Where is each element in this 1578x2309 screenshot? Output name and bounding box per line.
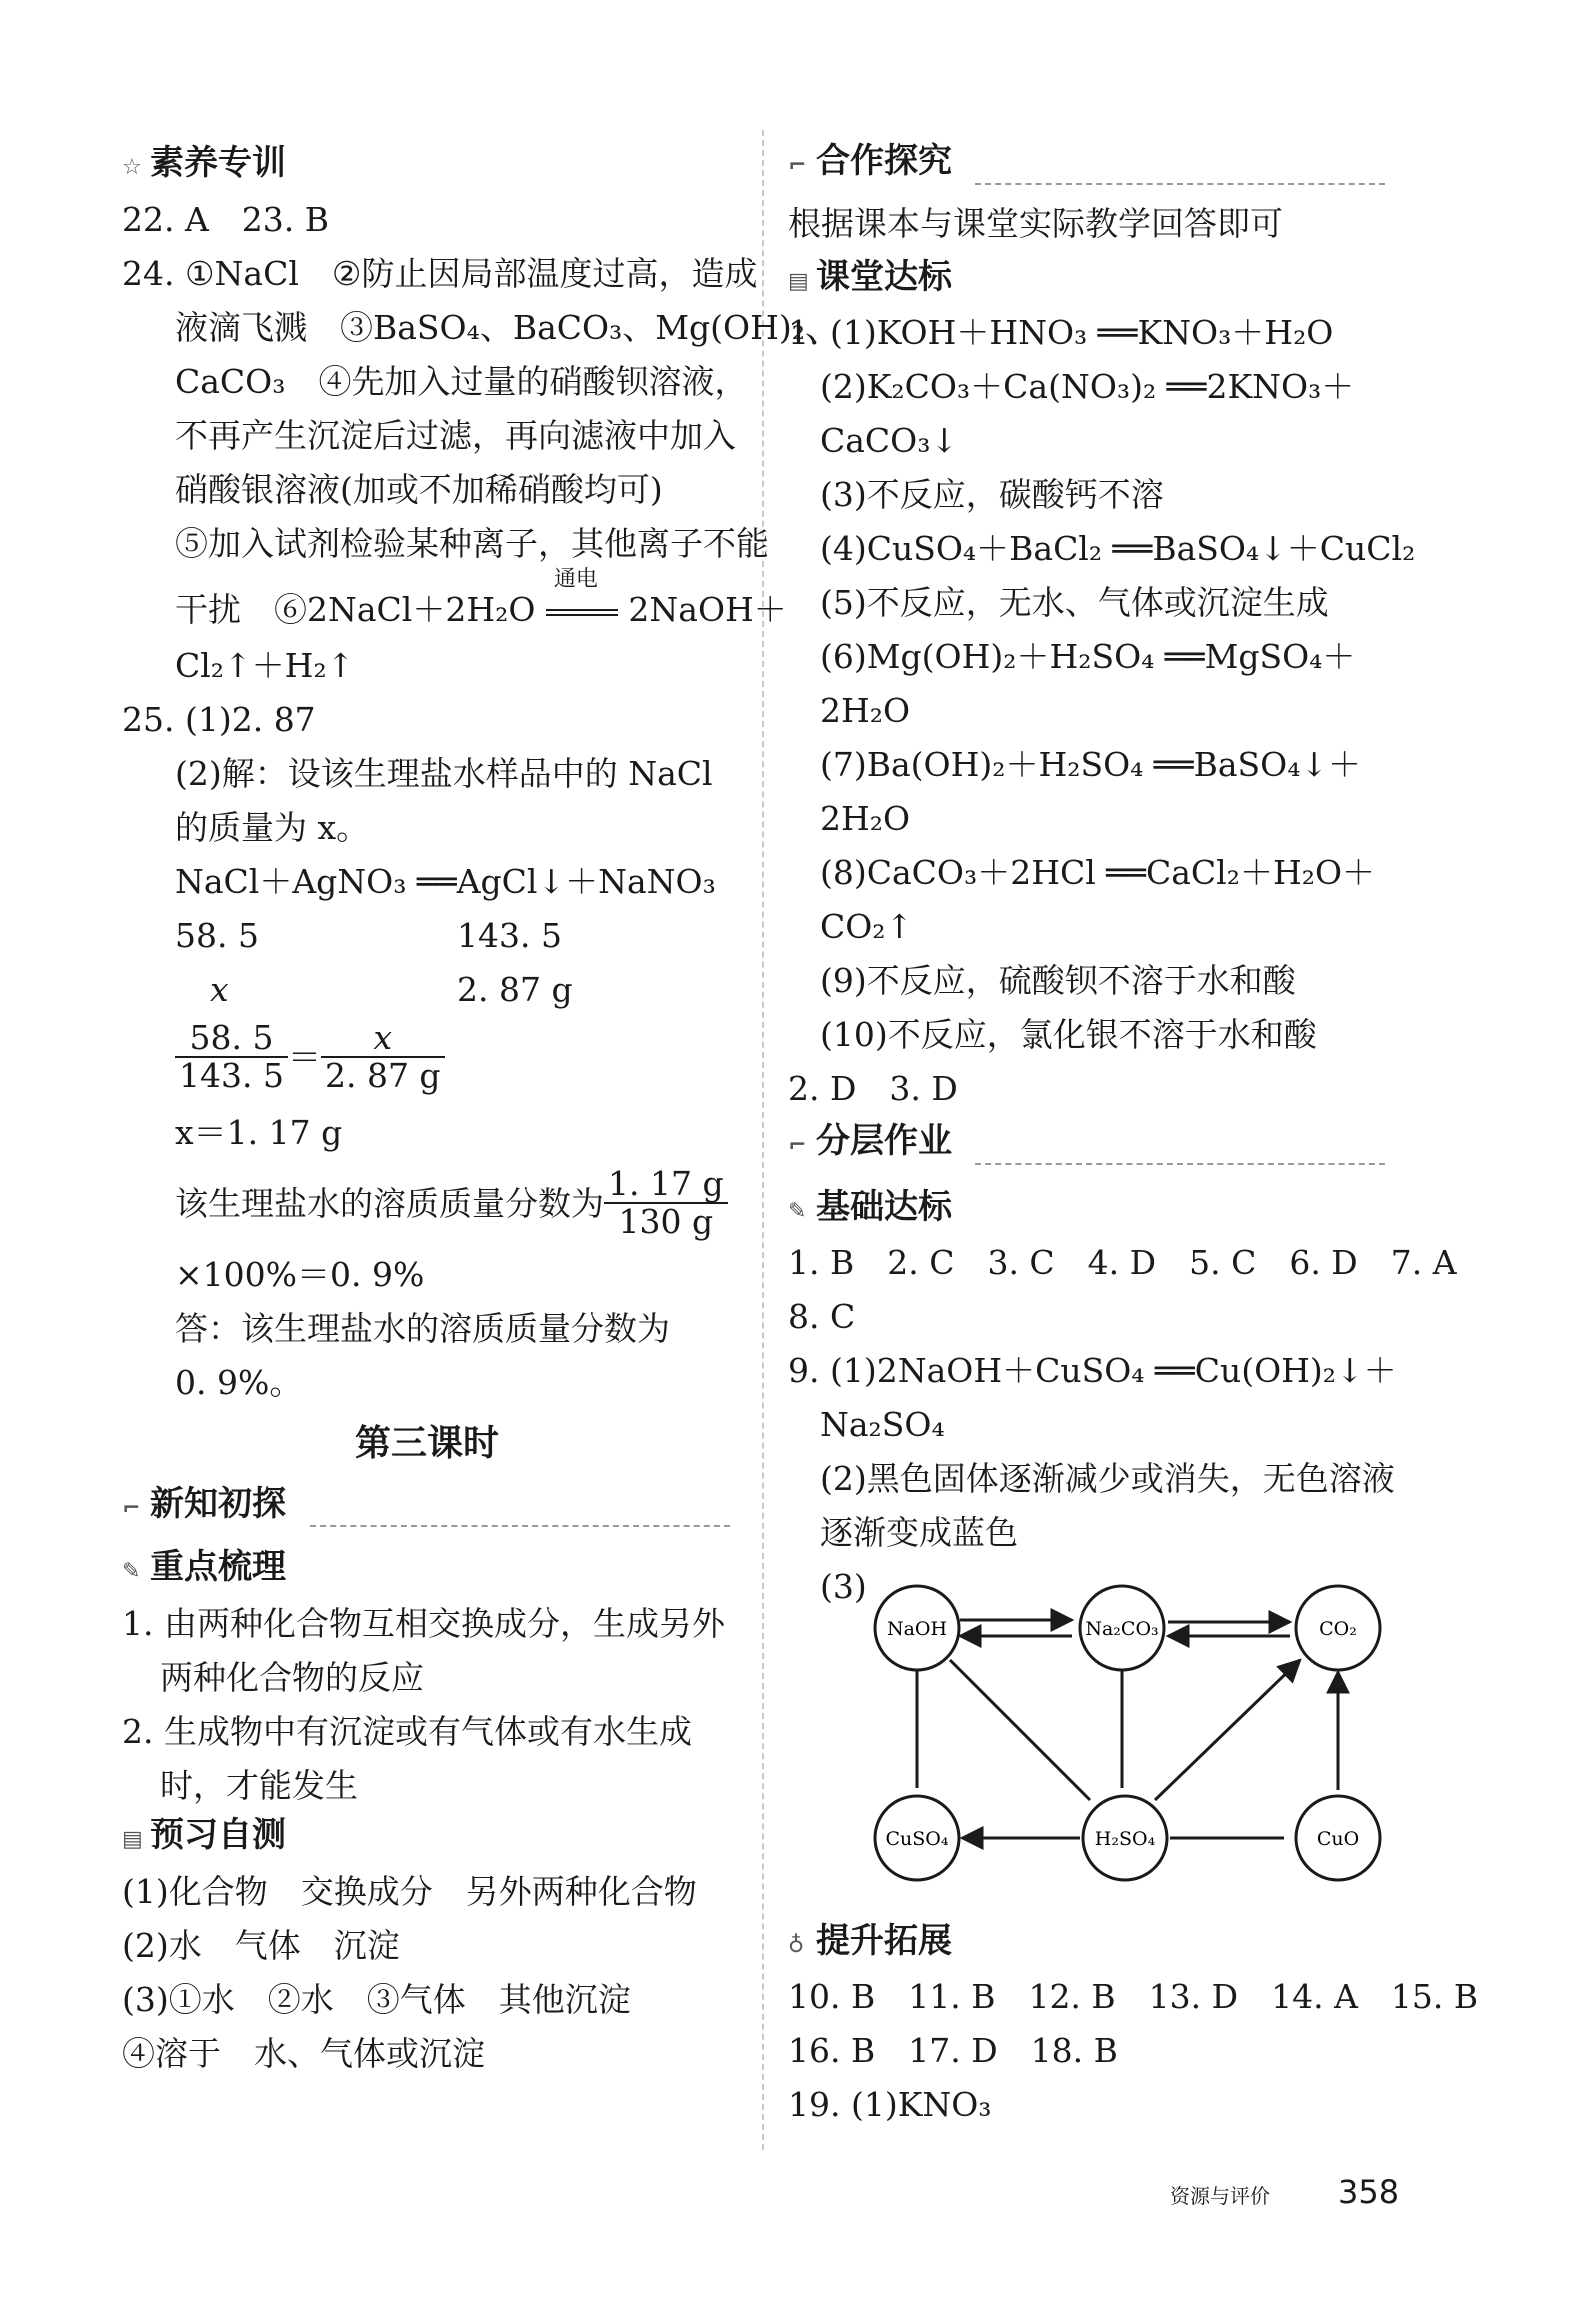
bookmark-icon: ⌐	[122, 1496, 141, 1521]
equation-left: 干扰 ⑥2NaCl＋2H₂O	[175, 590, 536, 629]
answer-25-xresult: x＝1. 17 g	[175, 1113, 343, 1152]
class-8a: (8)CaCO₃＋2HCl ══CaCl₂＋H₂O＋	[820, 853, 1376, 892]
node-cuso4-label: CuSO₄	[885, 1828, 949, 1850]
section-heading-suyang: ☆ 素养专训	[122, 143, 286, 183]
extend-1: 10. B 11. B 12. B 13. D 14. A 15. B	[788, 1977, 1479, 2016]
preview-2: (2)水 气体 沉淀	[122, 1926, 400, 1965]
column-divider	[762, 130, 764, 2150]
answer-25-x: x	[210, 970, 229, 1009]
preview-3: (3)①水 ②水 ③气体 其他沉淀	[122, 1980, 631, 2019]
section-heading-yuxi: ▤ 预习自测	[122, 1815, 286, 1855]
fraction-3: $\frac{1. 17 g}{130 g}$	[604, 1166, 728, 1241]
answer-22-23: 22. A 23. B	[122, 200, 330, 239]
condition-arrow	[546, 609, 618, 616]
equation-right: 2NaOH＋	[628, 590, 787, 629]
basic-1: 1. B 2. C 3. C 4. D 5. C 6. D 7. A	[788, 1243, 1457, 1282]
answer-25-line2: (2)解：设该生理盐水样品中的 NaCl	[175, 754, 713, 793]
basic-9e: (3)	[820, 1567, 867, 1606]
answer-24-line5: 硝酸银溶液(加或不加稀硝酸均可)	[175, 470, 663, 509]
answer-25-ratio-result: ×100%＝0. 9%	[175, 1255, 425, 1294]
bookmark-icon: ⌐	[788, 153, 807, 178]
answer-24-line2: 液滴飞溅 ③BaSO₄、BaCO₃、Mg(OH)₂、	[175, 308, 838, 347]
class-1: 1. (1)KOH＋HNO₃ ══KNO₃＋H₂O	[788, 313, 1334, 352]
class-5: (5)不反应，无水、气体或沉淀生成	[820, 583, 1329, 622]
answer-25-equation: NaCl＋AgNO₃ ══AgCl↓＋NaNO₃	[175, 862, 716, 901]
lesson-title: 第三课时	[355, 1423, 500, 1464]
class-4: (4)CuSO₄＋BaCl₂ ══BaSO₄↓＋CuCl₂	[820, 529, 1416, 568]
pen-icon: ✎	[122, 1559, 141, 1584]
answer-24-line1: 24. ①NaCl ②防止因局部温度过高，造成	[122, 254, 758, 293]
node-h2so4-label: H₂SO₄	[1094, 1828, 1156, 1850]
pen-icon: ✎	[788, 1199, 807, 1224]
key-point-1b: 两种化合物的反应	[160, 1658, 424, 1697]
node-naoh-label: NaOH	[886, 1618, 948, 1640]
key-point-2b: 时，才能发生	[160, 1766, 358, 1805]
answer-25-line1: 25. (1)2. 87	[122, 700, 316, 739]
star-icon: ☆	[122, 155, 142, 180]
reaction-diagram	[860, 1580, 1400, 1910]
class-2a: (2)K₂CO₃＋Ca(NO₃)₂ ══2KNO₃＋	[820, 367, 1355, 406]
class-8b: CO₂↑	[820, 907, 914, 946]
section-heading-fenceng: ⌐ 分层作业	[788, 1121, 952, 1161]
class-2b: CaCO₃↓	[820, 421, 959, 460]
preview-1: (1)化合物 交换成分 另外两种化合物	[122, 1872, 697, 1911]
bookmark-icon: ⌐	[788, 1133, 807, 1158]
class-7a: (7)Ba(OH)₂＋H₂SO₄ ══BaSO₄↓＋	[820, 745, 1362, 784]
class-7b: 2H₂O	[820, 799, 911, 838]
class-9: (9)不反应，硫酸钡不溶于水和酸	[820, 961, 1296, 1000]
footer-label: 资源与评价	[1170, 2184, 1270, 2208]
basic-9b: Na₂SO₄	[820, 1405, 945, 1444]
extend-2: 16. B 17. D 18. B	[788, 2031, 1118, 2070]
answer-25-g: 2. 87 g	[457, 970, 573, 1009]
section-heading-jichu: ✎ 基础达标	[788, 1187, 952, 1227]
key-point-1a: 1. 由两种化合物互相交换成分，生成另外	[122, 1604, 725, 1643]
answer-25-final1: 答：该生理盐水的溶质质量分数为	[175, 1309, 670, 1348]
class-6b: 2H₂O	[820, 691, 911, 730]
electrolysis-condition: 通电	[546, 593, 618, 626]
node-na2co3-label: Na₂CO₃	[1085, 1618, 1159, 1640]
lamp-icon: ♁	[788, 1933, 805, 1958]
answer-24-line4: 不再产生沉淀后过滤，再向滤液中加入	[175, 416, 736, 455]
page-number: 358	[1338, 2173, 1400, 2211]
answer-25-line3: 的质量为 x。	[175, 808, 370, 847]
basic-9a: 9. (1)2NaOH＋CuSO₄ ══Cu(OH)₂↓＋	[788, 1351, 1397, 1390]
answer-24-line3: CaCO₃ ④先加入过量的硝酸钡溶液，	[175, 362, 748, 401]
answer-24-line7	[175, 567, 787, 629]
class-6a: (6)Mg(OH)₂＋H₂SO₄ ══MgSO₄＋	[820, 637, 1356, 676]
answer-24-line6: ⑤加入试剂检验某种离子，其他离子不能	[175, 524, 769, 563]
extend-3: 19. (1)KNO₃	[788, 2085, 992, 2124]
class-2-3: 2. D 3. D	[788, 1069, 958, 1108]
section-heading-tisheng: ♁ 提升拓展	[788, 1921, 952, 1961]
section-rule	[975, 1163, 1385, 1165]
book-icon: ▤	[788, 269, 809, 294]
class-10: (10)不反应，氯化银不溶于水和酸	[820, 1015, 1317, 1054]
basic-9d: 逐渐变成蓝色	[820, 1513, 1018, 1552]
section-heading-xinzhi: ⌐ 新知初探	[122, 1484, 286, 1524]
section-heading-hezuo: ⌐ 合作探究	[788, 141, 952, 181]
cooperative-text: 根据课本与课堂实际教学回答即可	[788, 204, 1283, 243]
fraction-2: $\frac{x}{2. 87 g}$	[321, 1020, 445, 1095]
class-3: (3)不反应，碳酸钙不溶	[820, 475, 1164, 514]
basic-2: 8. C	[788, 1297, 856, 1336]
node-co2-label: CO₂	[1319, 1618, 1357, 1640]
fraction-1: $\frac{58. 5}{143. 5}$	[175, 1020, 288, 1095]
answer-25-ratio: 该生理盐水的溶质质量分数为 $\frac{1. 17 g}{130 g}$	[175, 1166, 728, 1241]
section-rule	[310, 1525, 730, 1527]
answer-25-proportion: $\frac{58. 5}{143. 5}$ ＝ $\frac{x}{2. 87 g}$	[175, 1020, 445, 1095]
answer-25-mass2: 143. 5	[457, 916, 562, 955]
node-cuo-label: CuO	[1316, 1828, 1360, 1850]
key-point-2a: 2. 生成物中有沉淀或有气体或有水生成	[122, 1712, 692, 1751]
answer-24-line8: Cl₂↑＋H₂↑	[175, 646, 355, 685]
book-icon: ▤	[122, 1827, 143, 1852]
line-naoh-h2so4	[950, 1660, 1090, 1800]
arrow-h2so4-to-co2	[1155, 1660, 1300, 1800]
preview-4: ④溶于 水、气体或沉淀	[122, 2034, 485, 2073]
basic-9c: (2)黑色固体逐渐减少或消失，无色溶液	[820, 1459, 1395, 1498]
section-rule	[975, 183, 1385, 185]
section-heading-zhongdian: ✎ 重点梳理	[122, 1547, 286, 1587]
section-heading-ketang: ▤ 课堂达标	[788, 257, 952, 297]
answer-25-final2: 0. 9%。	[175, 1363, 303, 1402]
answer-25-mass1: 58. 5	[175, 916, 259, 955]
